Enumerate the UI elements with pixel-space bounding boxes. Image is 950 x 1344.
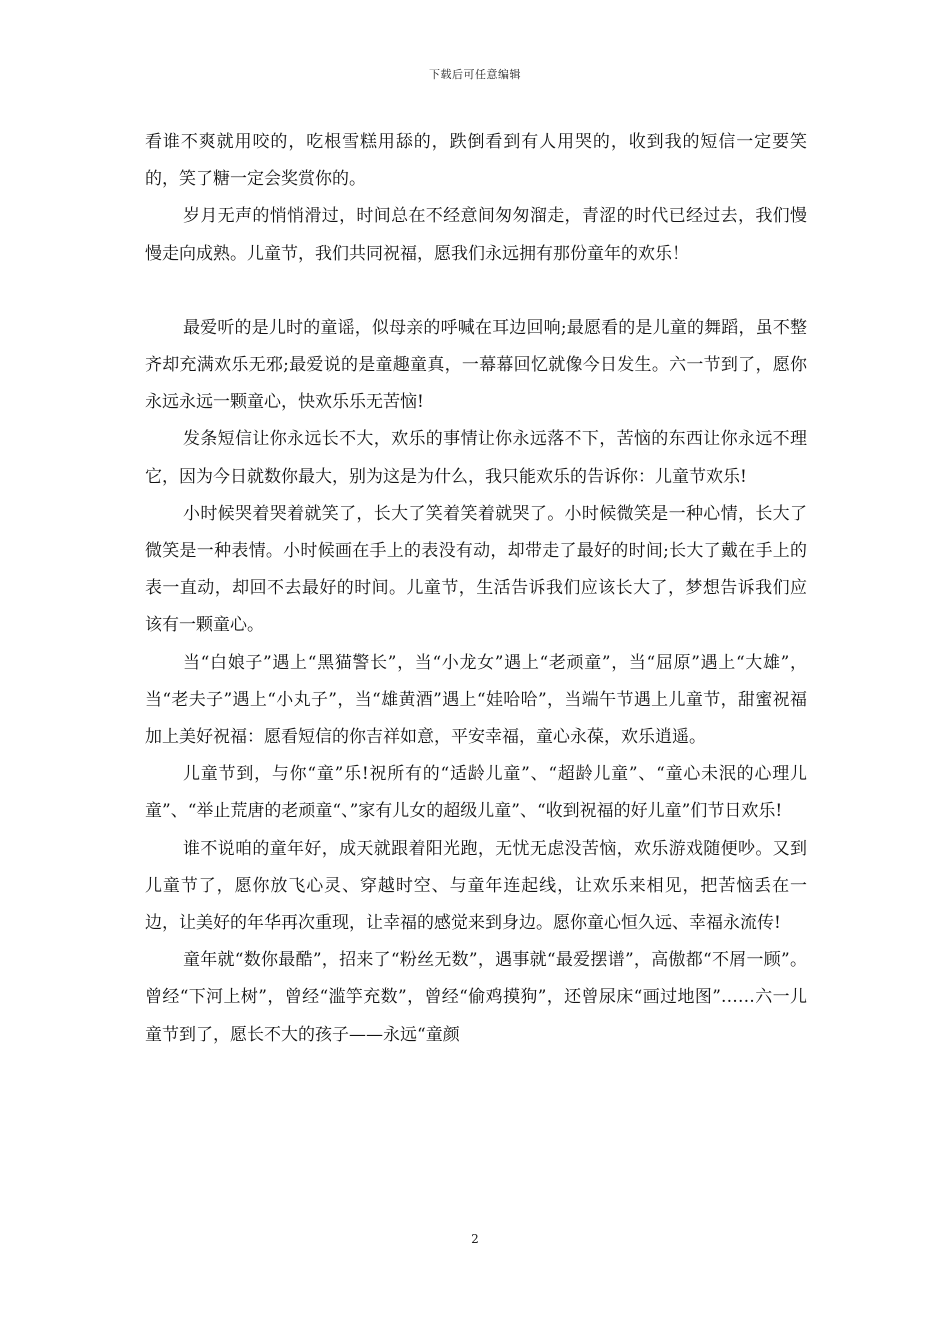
paragraph-2: 岁月无声的悄悄滑过，时间总在不经意间匆匆溜走，青涩的时代已经过去，我们慢慢走向成熟。儿童节，我们共同祝福，愿我们永远拥有那份童年的欢乐！ — [145, 206, 807, 264]
paragraph-8: 谁不说咱的童年好，成天就跟着阳光跑，无忧无虑没苦恼，欢乐游戏随便吵。又到儿童节了，愿你放飞心灵、穿越时空、与童年连起线，让欢乐来相见，把苦恼丢在一边，让美好的年华再次重现，让幸福的感觉来到身边。愿你童心恒久远、幸福永流传! — [145, 838, 807, 934]
paragraph-9: 童年就“数你最酷”，招来了“粉丝无数”，遇事就“最爱摆谱”，高傲都“不屑一顾”。曾经“下河上树”，曾经“滥竽充数”，曾经“偷鸡摸狗”，还曾尿床“画过地图”……六一儿童节到了，愿长不大的孩子——永远“童颜 — [145, 950, 807, 1045]
paragraph-3: 最爱听的是儿时的童谣，似母亲的呼喊在耳边回响;最愿看的是儿童的舞蹈，虽不整齐却充满欢乐无邪;最爱说的是童趣童真，一幕幕回忆就像今日发生。六一节到了，愿你永远永远一颗童心，快欢乐乐无苦恼! — [145, 317, 807, 413]
paragraph-7: 儿童节到，与你“童”乐!祝所有的“适龄儿童”、“超龄儿童”、“童心未泯的心理儿童”、“举止荒唐的老顽童“、”家有儿女的超级儿童”、“收到祝福的好儿童”们节日欢乐! — [145, 764, 807, 822]
paragraph-1: 看谁不爽就用咬的，吃根雪糕用舔的，跌倒看到有人用哭的，收到我的短信一定要笑的，笑了糖一定会奖赏你的。 — [145, 132, 807, 190]
document-body — [145, 124, 807, 1054]
paragraph-5: 小时候哭着哭着就笑了，长大了笑着笑着就哭了。小时候微笑是一种心情，长大了微笑是一种表情。小时候画在手上的表没有动，却带走了最好的时间;长大了戴在手上的表一直动，却回不去最好的时间。儿童节，生活告诉我们应该长大了，梦想告诉我们应该有一颗童心。 — [145, 503, 807, 636]
paragraph-gap — [145, 273, 807, 310]
page-header: 下载后可任意编辑 — [429, 68, 521, 81]
paragraph-6: 当“白娘子”遇上“黑猫警长”，当“小龙女”遇上“老顽童”，当“屈原”遇上“大雄”，当“老夫子”遇上“小丸子”，当“雄黄酒”遇上“娃哈哈”，当端午节遇上儿童节，甜蜜祝福加上美好祝福：愿看短信的你吉祥如意，平安幸福，童心永葆，欢乐逍遥。 — [145, 652, 807, 748]
paragraph-4: 发条短信让你永远长不大，欢乐的事情让你永远落不下，苦恼的东西让你永远不理它，因为今日就数你最大，别为这是为什么，我只能欢乐的告诉你：儿童节欢乐! — [145, 429, 807, 487]
page-number: 2 — [471, 1232, 479, 1246]
